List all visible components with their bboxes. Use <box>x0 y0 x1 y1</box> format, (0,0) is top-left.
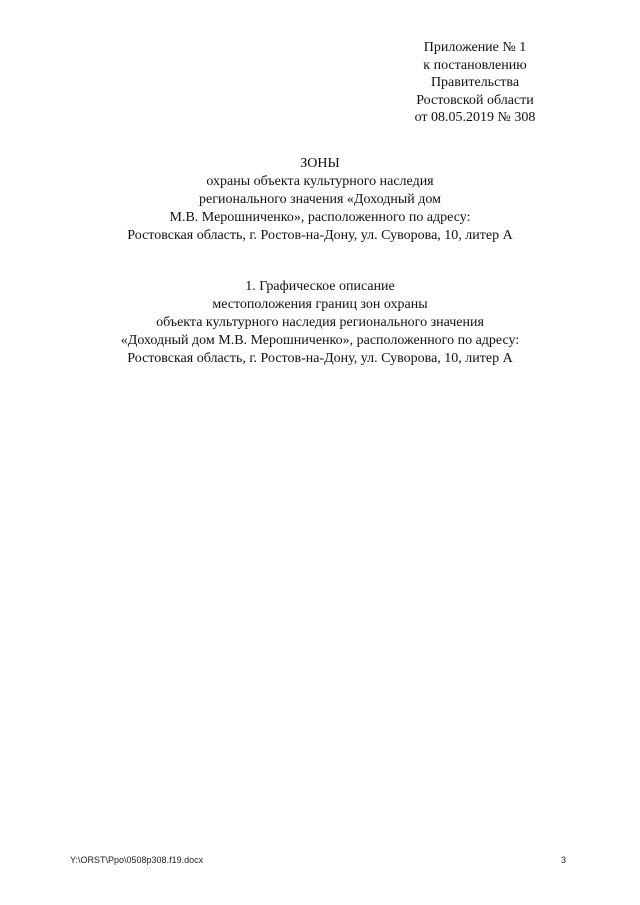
annex-line-title: Приложение № 1 <box>423 40 527 55</box>
document-title <box>0 155 640 245</box>
title-line: М.В. Мерошниченко», расположенного по адресу: <box>169 210 471 225</box>
section-line: «Доходный дом М.В. Мерошниченко», расположенного по адресу: <box>120 333 520 348</box>
footer-file-path: Y:\ORST\Ppo\0508p308.f19.docx <box>70 855 204 865</box>
title-heading: ЗОНЫ <box>300 156 340 171</box>
section-line: объекта культурного наследия регионального значения <box>156 315 484 330</box>
section-address: Ростовская область, г. Ростов-на-Дону, ул. Суворова, 10, литер А <box>127 351 513 366</box>
section-heading <box>0 278 640 368</box>
footer-page-number: 3 <box>560 855 566 865</box>
section-title: 1. Графическое описание <box>245 279 395 294</box>
title-address: Ростовская область, г. Ростов-на-Дону, ул. Суворова, 10, литер А <box>127 228 513 243</box>
annex-line-government: Правительства <box>430 75 520 90</box>
title-line: охраны объекта культурного наследия <box>206 174 434 189</box>
section-line: местоположения границ зон охраны <box>212 297 428 312</box>
title-line: регионального значения «Доходный дом <box>199 192 441 207</box>
annex-line-date-number: от 08.05.2019 № 308 <box>414 110 536 125</box>
annex-block <box>385 39 565 127</box>
annex-line-resolution: к постановлению <box>423 57 527 73</box>
annex-line-region: Ростовской области <box>416 92 534 108</box>
